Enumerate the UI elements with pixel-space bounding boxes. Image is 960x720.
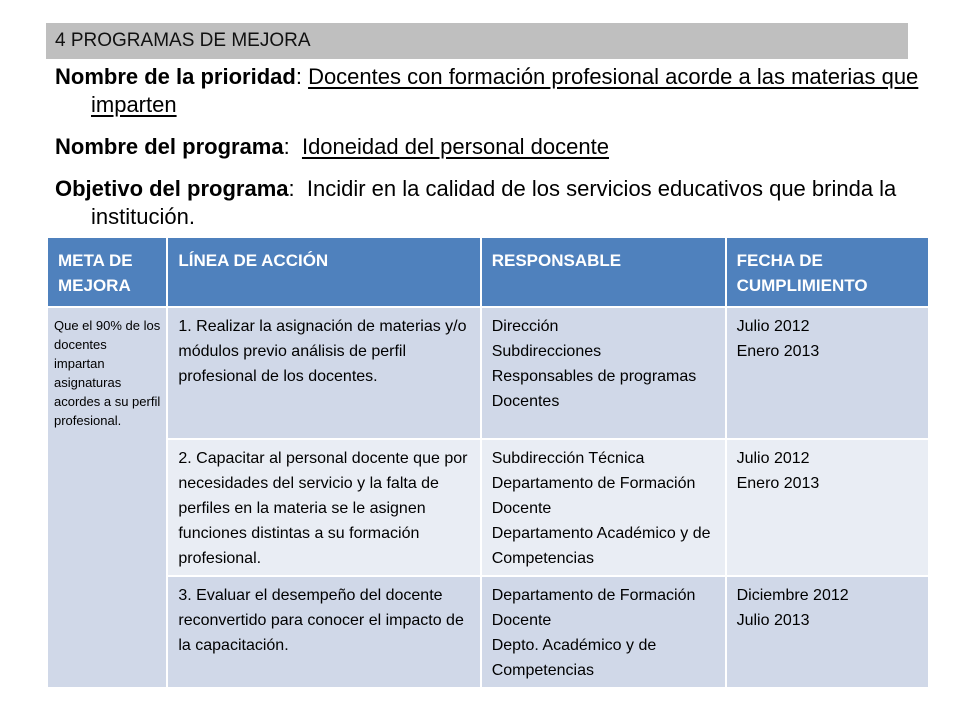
program-line [55,133,915,161]
responsible-line: Dirección [491,318,559,335]
date-cell [726,576,929,688]
table-row [47,576,929,688]
responsible-line: Departamento de Formación Docente [491,475,696,517]
objective-separator: : [288,176,307,201]
responsible-line: Subdirección Técnica [491,450,645,467]
priority-value: Docentes con formación profesional acorde a las materias que imparten [91,64,919,117]
objective-line [55,175,951,231]
action-line-cell: 2. Capacitar al personal docente que por necesidades del servicio y la falta de perfiles en la materia se le asignen funciones distintas a su formación profesional. [167,439,480,576]
table-row [47,307,929,439]
table-header-row [47,237,929,307]
program-label: Nombre del programa [55,134,284,159]
priority-label: Nombre de la prioridad [55,64,296,89]
date-cell [726,439,929,576]
responsible-cell [481,307,726,439]
responsible-line: Subdirecciones [491,343,602,360]
date-line: Julio 2012 [736,318,810,335]
header-fecha: FECHA DE CUMPLIMIENTO [726,237,929,307]
improvement-goals-table [46,236,930,689]
header-linea: LÍNEA DE ACCIÓN [167,237,480,307]
header-responsable: RESPONSABLE [481,237,726,307]
program-value: Idoneidad del personal docente [301,134,609,159]
responsible-line: Docentes [491,393,560,410]
action-line-cell: 1. Realizar la asignación de materias y/o módulos previo análisis de perfil profesional de los docentes. [167,307,480,439]
responsible-line: Departamento de Formación Docente [491,587,696,629]
priority-line [55,63,951,119]
date-line: Julio 2012 [736,450,810,467]
responsible-line: Responsables de programas [491,368,697,385]
section-header: 4 PROGRAMAS DE MEJORA [46,23,908,59]
header-meta: META DE MEJORA [47,237,167,307]
responsible-cell [481,439,726,576]
date-line: Diciembre 2012 [736,587,849,604]
program-separator: : [283,134,302,159]
goal-cell: Que el 90% de los docentes impartan asignaturas acordes a su perfil profesional. [47,307,167,688]
date-line: Enero 2013 [736,343,820,360]
objective-label: Objetivo del programa [55,176,289,201]
action-line-cell: 3. Evaluar el desempeño del docente reconvertido para conocer el impacto de la capacitación. [167,576,480,688]
date-line: Enero 2013 [736,475,820,492]
date-line: Julio 2013 [736,612,810,629]
responsible-cell [481,576,726,688]
table-row [47,439,929,576]
objective-value: Incidir en la calidad de los servicios educativos que brinda la institución. [91,176,897,229]
priority-separator: : [295,64,309,89]
date-cell [726,307,929,439]
responsible-line: Depto. Académico y de Competencias [491,637,657,679]
responsible-line: Departamento Académico y de Competencias [491,525,711,567]
